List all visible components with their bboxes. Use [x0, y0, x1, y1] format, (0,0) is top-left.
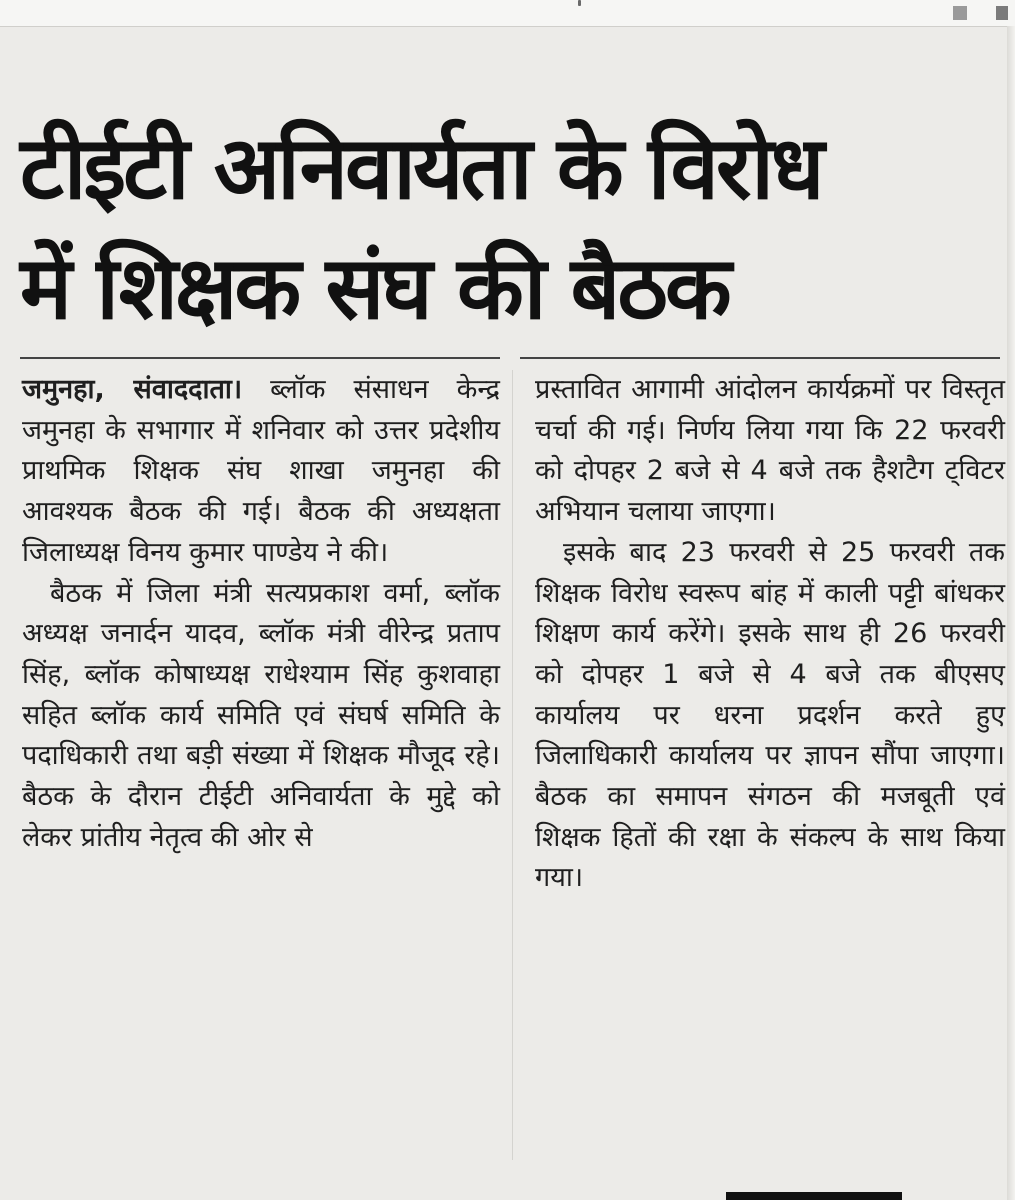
headline-line-1: टीईटी अनिवार्यता के विरोध — [20, 117, 822, 220]
paragraph: इसके बाद 23 फरवरी से 25 फरवरी तक शिक्षक विरोध स्वरूप बांह में काली पट्टी बांधकर शिक्षण कार्य करेंगे। इसके साथ ही 26 फरवरी को दोपहर 1 बजे से 4 बजे तक बीएसए कार्यालय पर धरना प्रदर्शन करते हुए जिलाधिकारी कार्यालय पर ज्ञापन सौंपा जाएगा। बैठक का समापन संगठन की मजबूती एवं शिक्षक हितों की रक्षा के संकल्प के साथ किया गया। — [535, 536, 1005, 894]
dateline: जमुनहा, संवाददाता। — [22, 374, 243, 405]
column-divider — [512, 370, 513, 1160]
toolbar-button-icon[interactable] — [996, 6, 1008, 20]
drag-handle[interactable] — [578, 0, 581, 6]
paragraph: बैठक में जिला मंत्री सत्यप्रकाश वर्मा, ब्लॉक अध्यक्ष जनार्दन यादव, ब्लॉक मंत्री वीरेन्द्र प्रताप सिंह, ब्लॉक कोषाध्यक्ष राधेश्याम सिंह कुशवाहा सहित ब्लॉक कार्य समिति एवं संघर्ष समिति के पदाधिकारी तथा बड़ी संख्या में शिक्षक मौजूद रहे। बैठक के दौरान टीईटी अनिवार्यता के मुद्दे को लेकर प्रांतीय नेतृत्व की ओर से — [22, 577, 500, 853]
headline — [20, 108, 1005, 348]
paragraph — [22, 370, 500, 574]
bottom-handle — [726, 1192, 902, 1200]
paragraph-text: ब्लॉक संसाधन केन्द्र जमुनहा के सभागार में शनिवार को उत्तर प्रदेशीय प्राथमिक शिक्षक संघ शाखा जमुनहा की आवश्यक बैठक की गई। बैठक की अध्यक्षता जिलाध्यक्ष विनय कुमार पाण्डेय ने की। — [22, 374, 500, 568]
toolbar-button-icon[interactable] — [953, 6, 967, 20]
top-toolbar — [0, 0, 1015, 27]
page-edge — [1007, 26, 1015, 1200]
article-column-1 — [22, 370, 500, 858]
paragraph: प्रस्तावित आगामी आंदोलन कार्यक्रमों पर विस्तृत चर्चा की गई। निर्णय लिया गया कि 22 फरवरी को दोपहर 2 बजे से 4 बजे तक हैशटैग ट्विटर अभियान चलाया जाएगा। — [535, 374, 1005, 528]
column-top-rule — [520, 357, 1000, 359]
headline-line-2: में शिक्षक संघ की बैठक — [20, 237, 729, 340]
column-top-rule — [20, 357, 500, 359]
article-column-2 — [535, 370, 1005, 899]
